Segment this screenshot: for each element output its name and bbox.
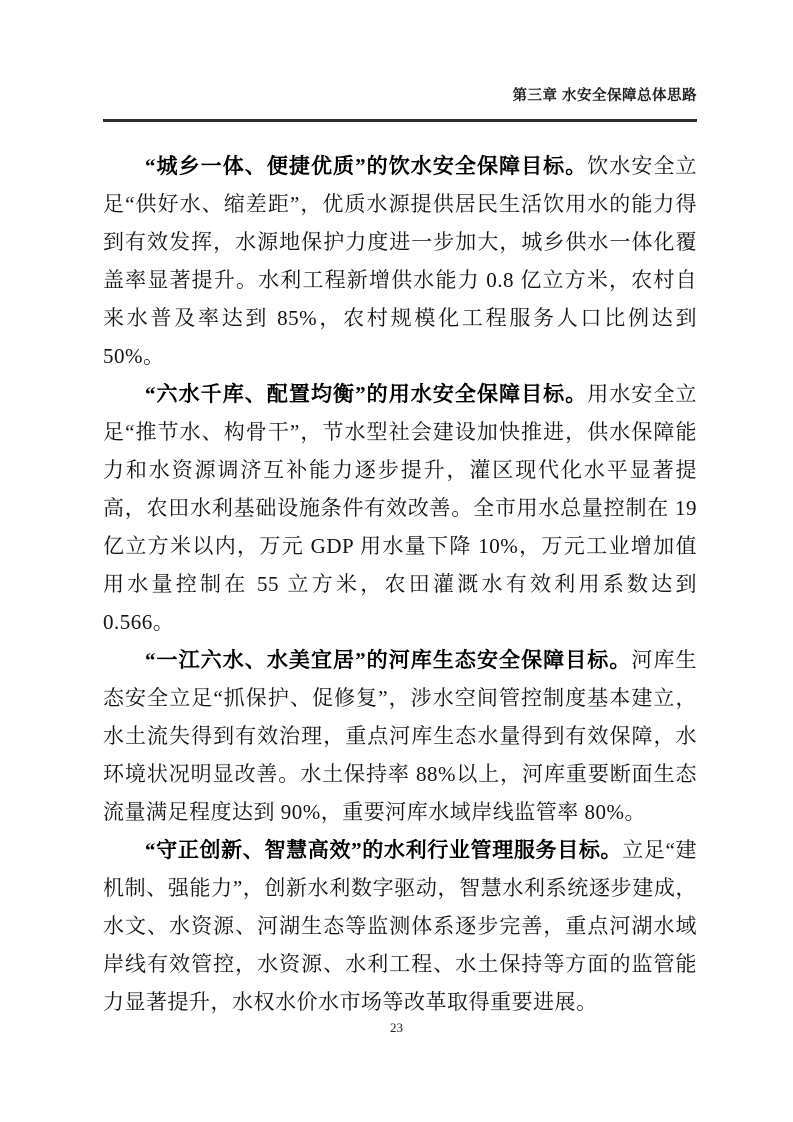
paragraph-lead: “六水千库、配置均衡”的用水安全保障目标。 xyxy=(145,382,588,406)
paragraph-river-ecology-safety-goal xyxy=(103,641,697,831)
page-number: 23 xyxy=(390,1020,403,1035)
paragraph-text: 河库生态安全立足“抓保护、促修复”，涉水空间管控制度基本建立，水土流失得到有效治理，重点河库生态水量得到有效保障，水环境状况明显改善。水土保持率 88%以上，河库重要断面生态流量满足程度达到 90%，重要河库水域岸线监管率 80%。 xyxy=(103,648,698,824)
paragraph-drinking-water-safety-goal xyxy=(103,147,697,375)
paragraph-lead: “守正创新、智慧高效”的水利行业管理服务目标。 xyxy=(145,838,623,862)
paragraph-text: 用水安全立足“推节水、构骨干”，节水型社会建设加快推进，供水保障能力和水资源调济互补能力逐步提升，灌区现代化水平显著提高，农田水利基础设施条件有效改善。全市用水总量控制在 19 亿立方米以内，万元 GDP 用水量下降 10%，万元工业增加值用水量控制在 55 立方米，农田灌溉水有效利用系数达到 0.566。 xyxy=(103,382,698,634)
document-body xyxy=(103,147,697,1021)
paragraph-lead: “一江六水、水美宜居”的河库生态安全保障目标。 xyxy=(145,648,632,672)
running-head-chapter-title: 第三章 水安全保障总体思路 xyxy=(512,88,697,104)
paragraph-lead: “城乡一体、便捷优质”的饮水安全保障目标。 xyxy=(145,154,588,178)
paragraph-water-use-safety-goal xyxy=(103,375,697,641)
paragraph-text: 饮水安全立足“供好水、缩差距”，优质水源提供居民生活饮用水的能力得到有效发挥，水源地保护力度进一步加大，城乡供水一体化覆盖率显著提升。水利工程新增供水能力 0.8 亿立方米，农村自来水普及率达到 85%，农村规模化工程服务人口比例达到 50%。 xyxy=(103,154,698,368)
paragraph-industry-management-service-goal xyxy=(103,831,697,1021)
header-rule xyxy=(103,119,697,122)
paragraph-text: 立足“建机制、强能力”，创新水利数字驱动，智慧水利系统逐步建成，水文、水资源、河湖生态等监测体系逐步完善，重点河湖水域岸线有效管控，水资源、水利工程、水土保持等方面的监管能力显著提升，水权水价水市场等改革取得重要进展。 xyxy=(103,838,698,1014)
